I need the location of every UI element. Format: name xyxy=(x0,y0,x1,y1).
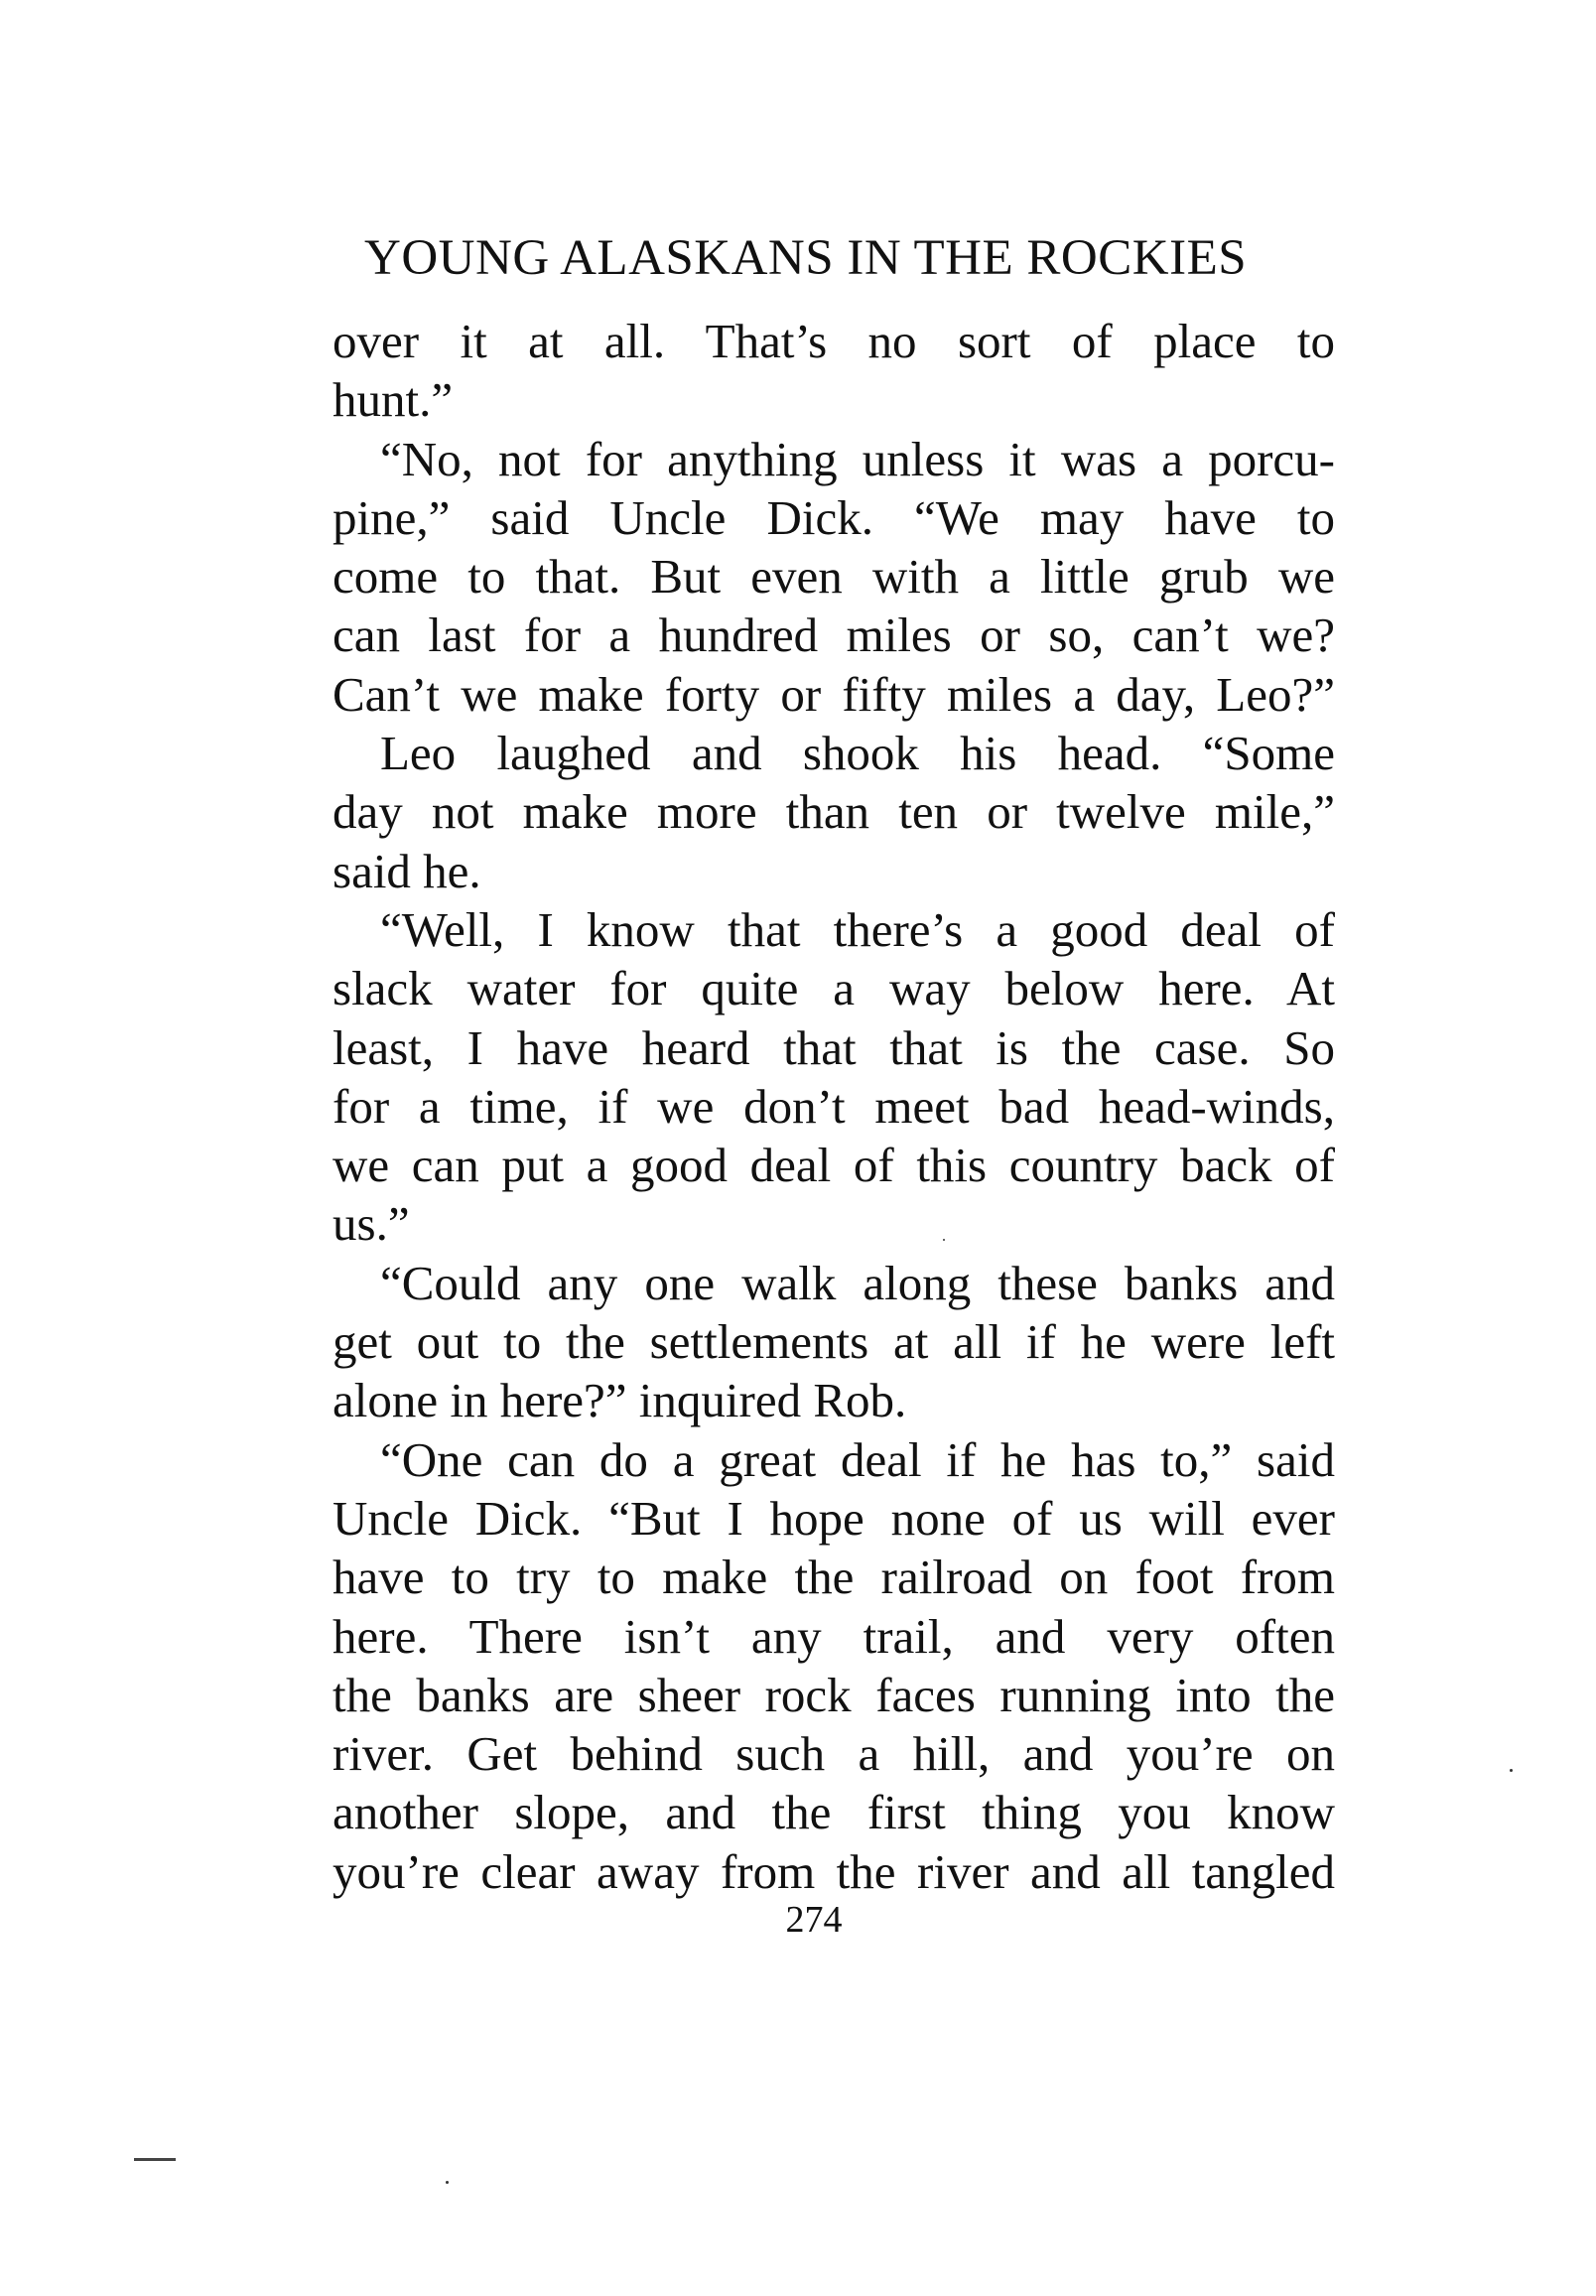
scan-speck xyxy=(1510,1769,1513,1772)
text-line: said he. xyxy=(332,843,481,898)
text-line: can last for a hundred miles or so, can’t we? xyxy=(332,608,1335,663)
text-line: the banks are sheer rock faces running into the xyxy=(332,1667,1335,1722)
text-line: you’re clear away from the river and all tangled xyxy=(332,1843,1335,1899)
text-line: over it at all. That’s no sort of place to xyxy=(332,314,1335,368)
text-line: alone in here?” inquired Rob. xyxy=(332,1373,907,1428)
text-line: another slope, and the first thing you know xyxy=(332,1785,1335,1840)
scan-speck xyxy=(446,2181,449,2184)
text-line: Can’t we make forty or fifty miles a day, Leo?” xyxy=(332,666,1335,722)
body-text xyxy=(332,312,1335,1901)
page-number: 274 xyxy=(785,1899,843,1941)
text-line: here. There isn’t any trail, and very often xyxy=(332,1608,1335,1664)
scan-speck xyxy=(943,1239,945,1241)
text-line: slack water for quite a way below here. At xyxy=(332,961,1335,1016)
scan-mark xyxy=(134,2158,176,2161)
text-line: “Could any one walk along these banks and xyxy=(380,1255,1335,1310)
text-line: “One can do a great deal if he has to,” said xyxy=(380,1431,1335,1487)
text-line: have to try to make the railroad on foot from xyxy=(332,1550,1335,1605)
text-line: day not make more than ten or twelve mile,” xyxy=(332,784,1335,840)
text-line: hunt.” xyxy=(332,372,454,428)
text-line: come to that. But even with a little grub we xyxy=(332,549,1335,605)
text-line: we can put a good deal of this country back of xyxy=(332,1138,1335,1193)
text-line: pine,” said Uncle Dick. “We may have to xyxy=(332,489,1335,545)
text-line: river. Get behind such a hill, and you’re on xyxy=(332,1726,1335,1782)
running-head: YOUNG ALASKANS IN THE ROCKIES xyxy=(364,230,1248,286)
text-line: “Well, I know that there’s a good deal of xyxy=(380,901,1335,957)
text-line: us.” xyxy=(332,1196,410,1252)
text-line: Leo laughed and shook his head. “Some xyxy=(380,726,1335,781)
text-line: for a time, if we don’t meet bad head-winds, xyxy=(332,1078,1335,1134)
text-line: get out to the settlements at all if he were left xyxy=(332,1314,1335,1370)
text-line: least, I have heard that that is the case. So xyxy=(332,1019,1335,1075)
text-line: “No, not for anything unless it was a porcu- xyxy=(380,431,1335,486)
text-line: Uncle Dick. “But I hope none of us will ever xyxy=(332,1490,1335,1546)
